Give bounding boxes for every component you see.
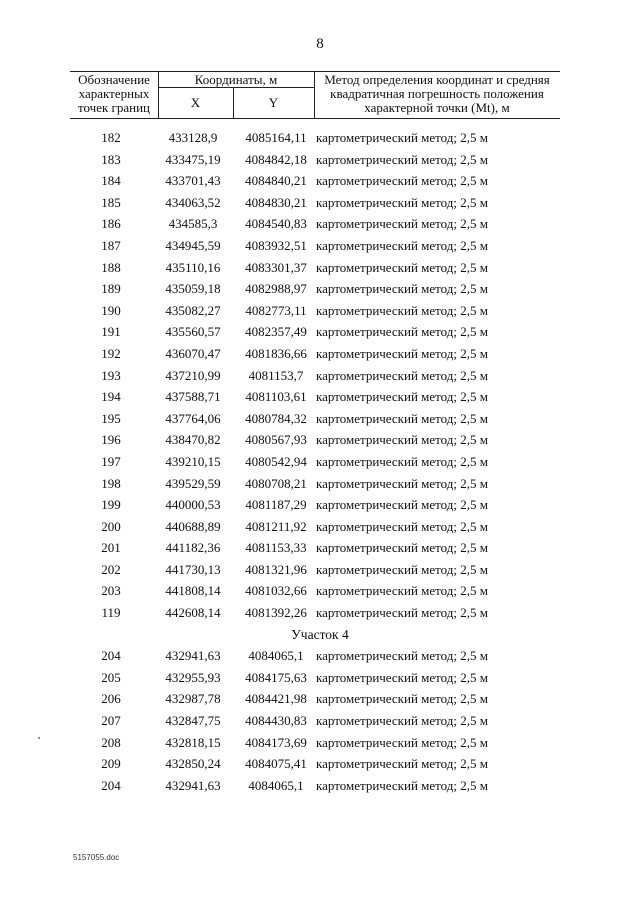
coord-y: 4084065,1 xyxy=(248,777,304,793)
point-id: 191 xyxy=(101,324,121,340)
coord-y: 4081321,96 xyxy=(245,561,307,577)
coord-y: 4084421,98 xyxy=(245,691,307,707)
table-row xyxy=(0,667,640,689)
page-number: 8 xyxy=(316,36,324,52)
method-text: картометрический метод; 2,5 м xyxy=(316,777,488,793)
coord-y: 4084175,63 xyxy=(245,669,307,685)
point-id: 193 xyxy=(101,367,121,383)
point-id: 119 xyxy=(101,605,121,621)
coord-x: 435110,16 xyxy=(165,259,221,275)
coord-x: 441808,14 xyxy=(165,583,221,599)
coord-y: 4080542,94 xyxy=(245,453,307,469)
method-text: картометрический метод; 2,5 м xyxy=(316,367,488,383)
point-id: 199 xyxy=(101,497,121,513)
table-row xyxy=(0,365,640,387)
coord-x: 441730,13 xyxy=(165,561,221,577)
point-id: 192 xyxy=(101,345,121,361)
coord-y: 4084840,21 xyxy=(245,173,307,189)
coord-x: 437764,06 xyxy=(165,410,221,426)
coord-y: 4081392,26 xyxy=(245,605,307,621)
point-id: 187 xyxy=(101,237,121,253)
table-row xyxy=(0,602,640,624)
table-row xyxy=(0,321,640,343)
point-id: 207 xyxy=(101,713,121,729)
point-id: 201 xyxy=(101,540,121,556)
coord-y: 4082773,11 xyxy=(245,302,307,318)
table-row xyxy=(0,451,640,473)
point-id: 182 xyxy=(101,130,121,145)
method-text: картометрический метод; 2,5 м xyxy=(316,713,488,729)
coord-x: 435082,27 xyxy=(165,302,221,318)
coord-x: 435059,18 xyxy=(165,281,221,297)
table-row xyxy=(0,494,640,516)
coord-x: 436070,47 xyxy=(165,345,221,361)
coord-x: 435560,57 xyxy=(165,324,221,340)
method-text: картометрический метод; 2,5 м xyxy=(316,605,488,621)
point-id: 205 xyxy=(101,669,121,685)
header-coords-rule xyxy=(158,87,314,88)
method-text: картометрический метод; 2,5 м xyxy=(316,475,488,491)
method-text: картометрический метод; 2,5 м xyxy=(316,302,488,318)
table-row xyxy=(0,688,640,710)
coord-x: 432818,15 xyxy=(165,734,221,750)
coord-x: 434585,3 xyxy=(168,216,218,232)
method-text: картометрический метод; 2,5 м xyxy=(316,561,488,577)
point-id: 206 xyxy=(101,691,121,707)
coord-x: 434945,59 xyxy=(165,237,221,253)
method-text: картометрический метод; 2,5 м xyxy=(316,734,488,750)
method-text: картометрический метод; 2,5 м xyxy=(316,756,488,772)
method-text: картометрический метод; 2,5 м xyxy=(316,540,488,556)
coord-y: 4080567,93 xyxy=(245,432,307,448)
point-id: 196 xyxy=(101,432,121,448)
method-text: картометрический метод; 2,5 м xyxy=(316,237,488,253)
coord-y: 4082988,97 xyxy=(245,281,307,297)
point-id: 209 xyxy=(101,756,121,772)
method-text: картометрический метод; 2,5 м xyxy=(316,151,488,167)
method-text: картометрический метод; 2,5 м xyxy=(316,173,488,189)
coord-y: 4083932,51 xyxy=(245,237,307,253)
point-id: 204 xyxy=(101,777,121,793)
method-text: картометрический метод; 2,5 м xyxy=(316,453,488,469)
coord-x: 433475,19 xyxy=(165,151,221,167)
coord-y: 4084540,83 xyxy=(245,216,307,232)
coord-y: 4081103,61 xyxy=(245,389,307,405)
coord-y: 4084430,83 xyxy=(245,713,307,729)
table-row xyxy=(0,278,640,300)
header-method: Метод определения координат и средняя квадратичная погрешность положения характерной точки (Mt), м xyxy=(324,72,550,115)
table-row xyxy=(0,235,640,257)
table-row xyxy=(0,213,640,235)
method-text: картометрический метод; 2,5 м xyxy=(316,130,488,145)
header-x: X xyxy=(190,95,201,110)
coord-x: 439210,15 xyxy=(165,453,221,469)
coord-x: 441182,36 xyxy=(165,540,221,556)
point-id: 190 xyxy=(101,302,121,318)
table-row xyxy=(0,170,640,192)
coord-y: 4084065,1 xyxy=(248,648,304,664)
point-id: 204 xyxy=(101,648,121,664)
point-id: 183 xyxy=(101,151,121,167)
coord-x: 432941,63 xyxy=(165,777,221,793)
table-row xyxy=(0,753,640,775)
method-text: картометрический метод; 2,5 м xyxy=(316,281,488,297)
point-id: 194 xyxy=(101,389,121,405)
header-designation: Обозначение характерных точек границ xyxy=(77,72,151,115)
method-text: картометрический метод; 2,5 м xyxy=(316,432,488,448)
method-text: картометрический метод; 2,5 м xyxy=(316,389,488,405)
table-row xyxy=(0,300,640,322)
point-id: 195 xyxy=(101,410,121,426)
coord-x: 438470,82 xyxy=(165,432,221,448)
coord-y: 4084830,21 xyxy=(245,194,307,210)
coord-x: 432941,63 xyxy=(165,648,221,664)
point-id: 186 xyxy=(101,216,121,232)
point-id: 198 xyxy=(101,475,121,491)
method-text: картометрический метод; 2,5 м xyxy=(316,648,488,664)
method-text: картометрический метод; 2,5 м xyxy=(316,583,488,599)
coord-x: 440688,89 xyxy=(165,518,221,534)
coord-y: 4084075,41 xyxy=(245,756,307,772)
method-text: картометрический метод; 2,5 м xyxy=(316,324,488,340)
coord-x: 432955,93 xyxy=(165,669,221,685)
method-text: картометрический метод; 2,5 м xyxy=(316,691,488,707)
coord-x: 433701,43 xyxy=(165,173,221,189)
header-bottom-rule xyxy=(70,118,560,119)
table-row xyxy=(0,408,640,430)
header-coordinates: Координаты, м xyxy=(194,72,278,87)
coord-x: 432850,24 xyxy=(165,756,221,772)
table-row xyxy=(0,386,640,408)
footer-filename: 5157055.doc xyxy=(73,853,120,862)
method-text: картометрический метод; 2,5 м xyxy=(316,216,488,232)
method-text: картометрический метод; 2,5 м xyxy=(316,669,488,685)
table-row xyxy=(0,473,640,495)
coordinates-table-body xyxy=(0,127,640,796)
table-row xyxy=(0,516,640,538)
table-row xyxy=(0,192,640,214)
point-id: 184 xyxy=(101,173,121,189)
point-id: 185 xyxy=(101,194,121,210)
coord-y: 4085164,11 xyxy=(245,130,307,145)
table-row xyxy=(0,645,640,667)
point-id: 202 xyxy=(101,561,121,577)
method-text: картометрический метод; 2,5 м xyxy=(316,410,488,426)
coord-y: 4081032,66 xyxy=(245,583,307,599)
method-text: картометрический метод; 2,5 м xyxy=(316,518,488,534)
coord-y: 4084842,18 xyxy=(245,151,307,167)
point-id: 203 xyxy=(101,583,121,599)
table-row xyxy=(0,559,640,581)
point-id: 188 xyxy=(101,259,121,275)
coord-x: 437588,71 xyxy=(165,389,221,405)
table-row xyxy=(0,149,640,171)
coord-y: 4081211,92 xyxy=(245,518,307,534)
coord-y: 4081836,66 xyxy=(245,345,307,361)
method-text: картометрический метод; 2,5 м xyxy=(316,194,488,210)
coord-y: 4080708,21 xyxy=(245,475,307,491)
coord-x: 433128,9 xyxy=(168,130,218,145)
method-text: картометрический метод; 2,5 м xyxy=(316,259,488,275)
table-row xyxy=(0,580,640,602)
table-row xyxy=(0,775,640,797)
table-row xyxy=(0,343,640,365)
scan-speck xyxy=(38,737,40,739)
coord-x: 432987,78 xyxy=(165,691,221,707)
section-title: Участок 4 xyxy=(291,626,349,642)
coord-x: 432847,75 xyxy=(165,713,221,729)
table-row xyxy=(0,127,640,149)
coord-x: 440000,53 xyxy=(165,497,221,513)
coord-y: 4081187,29 xyxy=(245,497,307,513)
coord-y: 4080784,32 xyxy=(245,410,307,426)
point-id: 208 xyxy=(101,734,121,750)
table-row xyxy=(0,257,640,279)
header-y: Y xyxy=(268,95,279,110)
coord-x: 434063,52 xyxy=(165,194,221,210)
method-text: картометрический метод; 2,5 м xyxy=(316,345,488,361)
coord-y: 4081153,33 xyxy=(245,540,307,556)
point-id: 189 xyxy=(101,281,121,297)
coord-y: 4081153,7 xyxy=(248,367,304,383)
coord-y: 4082357,49 xyxy=(245,324,307,340)
coord-x: 439529,59 xyxy=(165,475,221,491)
table-row xyxy=(0,537,640,559)
table-row xyxy=(0,710,640,732)
table-row xyxy=(0,732,640,754)
coord-x: 437210,99 xyxy=(165,367,221,383)
coord-x: 442608,14 xyxy=(165,605,221,621)
point-id: 200 xyxy=(101,518,121,534)
coord-y: 4083301,37 xyxy=(245,259,307,275)
method-text: картометрический метод; 2,5 м xyxy=(316,497,488,513)
table-row xyxy=(0,429,640,451)
coord-y: 4084173,69 xyxy=(245,734,307,750)
point-id: 197 xyxy=(101,453,121,469)
